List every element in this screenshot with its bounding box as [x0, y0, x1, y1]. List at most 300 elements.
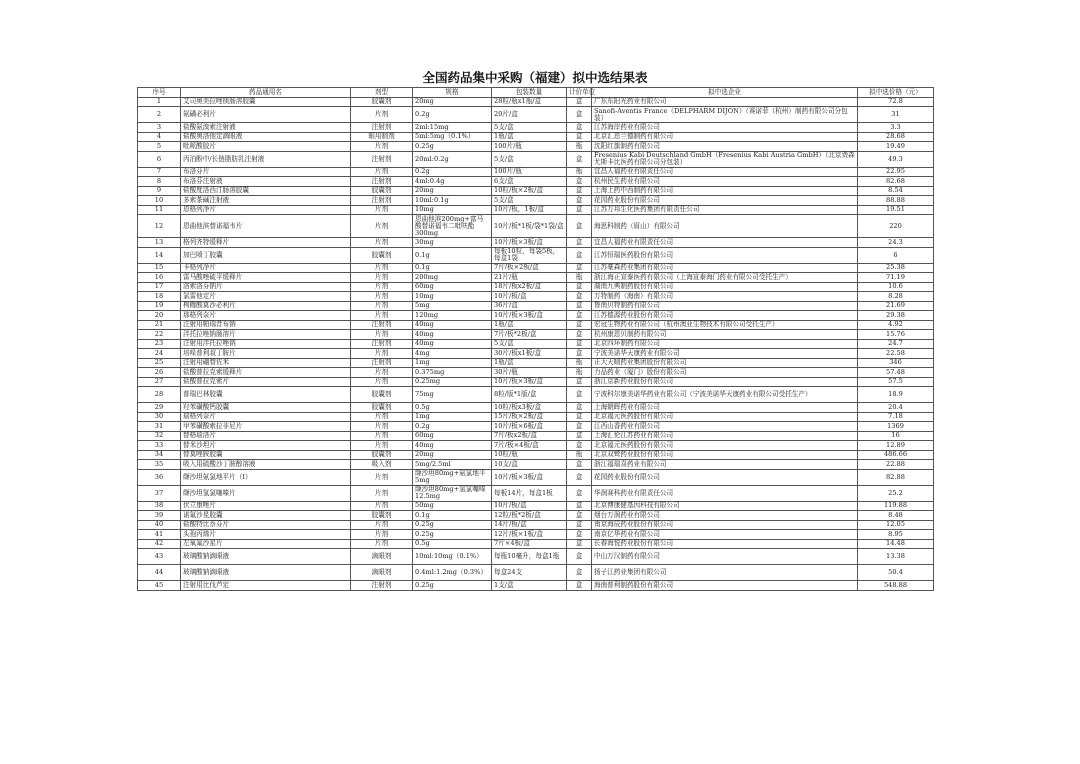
cell-drug-name: 甲苯磺酸索拉非尼片	[181, 422, 351, 432]
cell-dosage-form: 片剂	[351, 539, 413, 549]
table-row	[138, 412, 934, 422]
cell-package: 10片/板*1板/袋*1袋/盒	[492, 215, 567, 238]
cell-index: 30	[138, 412, 181, 422]
cell-price: 22.95	[858, 167, 934, 177]
cell-unit: 盒	[567, 403, 592, 413]
cell-index: 16	[138, 273, 181, 283]
cell-unit: 盒	[567, 97, 592, 107]
cell-dosage-form: 片剂	[351, 330, 413, 340]
table-row	[138, 196, 934, 206]
cell-unit: 盒	[567, 186, 592, 196]
cell-unit: 盒	[567, 501, 592, 511]
cell-index: 10	[138, 196, 181, 206]
cell-index: 8	[138, 177, 181, 187]
cell-index: 39	[138, 511, 181, 521]
cell-dosage-form: 片剂	[351, 311, 413, 321]
cell-package: 每瓶10毫升，每盒1瓶	[492, 549, 567, 565]
cell-dosage-form: 片剂	[351, 263, 413, 273]
cell-dosage-form: 片剂	[351, 215, 413, 238]
cell-drug-name: 瑞格列奈片	[181, 412, 351, 422]
cell-spec: 4ml:0.4g	[413, 177, 492, 187]
cell-spec: 0.4ml:1.2mg（0.3%）	[413, 565, 492, 581]
cell-package: 1瓶/盒	[492, 358, 567, 368]
cell-index: 35	[138, 460, 181, 470]
cell-package: 10粒/板×2板/盒	[492, 186, 567, 196]
cell-unit: 盒	[567, 387, 592, 403]
cell-price: 29.38	[858, 311, 934, 321]
cell-price: 4.92	[858, 320, 934, 330]
cell-spec: 75mg	[413, 387, 492, 403]
cell-spec: 2ml:15mg	[413, 123, 492, 133]
cell-drug-name: 伏立康唑片	[181, 501, 351, 511]
table-row	[138, 301, 934, 311]
cell-unit: 盒	[567, 530, 592, 540]
cell-unit: 盒	[567, 215, 592, 238]
cell-package: 10片/板×3板/盒	[492, 377, 567, 387]
cell-package: 5支/盒	[492, 123, 567, 133]
cell-drug-name: 布洛芬片	[181, 167, 351, 177]
cell-dosage-form: 片剂	[351, 368, 413, 378]
cell-dosage-form: 片剂	[351, 530, 413, 540]
cell-unit: 盒	[567, 123, 592, 133]
cell-spec: 10ml:10mg（0.1%）	[413, 549, 492, 565]
cell-price: 220	[858, 215, 934, 238]
cell-price: 548.88	[858, 581, 934, 591]
cell-unit: 盒	[567, 330, 592, 340]
cell-price: 8.48	[858, 511, 934, 521]
cell-index: 41	[138, 530, 181, 540]
cell-company: 北京福元医药股份有限公司	[592, 412, 858, 422]
cell-spec: 120mg	[413, 311, 492, 321]
cell-drug-name: 吸入用硫酸沙丁胺醇溶液	[181, 460, 351, 470]
cell-price: 50.4	[858, 565, 934, 581]
cell-unit: 盒	[567, 177, 592, 187]
cell-dosage-form: 片剂	[351, 441, 413, 451]
cell-price: 22.58	[858, 349, 934, 359]
cell-drug-name: 头孢丙烯片	[181, 530, 351, 540]
cell-unit: 盒	[567, 460, 592, 470]
cell-package: 5支/盒	[492, 151, 567, 167]
cell-index: 1	[138, 97, 181, 107]
cell-dosage-form: 片剂	[351, 301, 413, 311]
cell-drug-name: 布洛芬注射液	[181, 177, 351, 187]
cell-price: 12.05	[858, 520, 934, 530]
cell-company: 南京亿华药业有限公司	[592, 530, 858, 540]
cell-company: 花园药业股份有限公司	[592, 196, 858, 206]
cell-package: 10片/板，1板/盒	[492, 205, 567, 215]
cell-price: 57.48	[858, 368, 934, 378]
cell-spec: 0.25g	[413, 530, 492, 540]
cell-price: 346	[858, 358, 934, 368]
cell-dosage-form: 滴眼剂	[351, 565, 413, 581]
cell-price: 25.38	[858, 263, 934, 273]
col-header-company: 拟中选企业	[592, 88, 858, 98]
cell-index: 31	[138, 422, 181, 432]
col-header-spec: 规格	[413, 88, 492, 98]
cell-dosage-form: 片剂	[351, 422, 413, 432]
cell-company: 江苏豪森药业集团有限公司	[592, 263, 858, 273]
cell-spec: 0.1g	[413, 263, 492, 273]
cell-index: 34	[138, 450, 181, 460]
cell-unit: 盒	[567, 107, 592, 123]
page-title: 全国药品集中采购（福建）拟中选结果表	[422, 70, 648, 85]
cell-drug-name: 氯雷他定片	[181, 292, 351, 302]
cell-unit: 盒	[567, 377, 592, 387]
cell-unit: 盒	[567, 349, 592, 359]
cell-drug-name: 艾司奥美拉唑镁肠溶胶囊	[181, 97, 351, 107]
cell-index: 29	[138, 403, 181, 413]
cell-price: 21.69	[858, 301, 934, 311]
col-header-unit: 计价单位	[567, 88, 592, 98]
cell-unit: 盒	[567, 520, 592, 530]
cell-spec: 0.1g	[413, 511, 492, 521]
cell-company: Fresenius Kabi Deutschland GmbH（Fresenius Kabi Austria GmbH）（北京费森尤斯卡比医药有限公司分包装）	[592, 151, 858, 167]
cell-drug-name: 恩曲他滨替诺福韦片	[181, 215, 351, 238]
cell-company: 花园药业股份有限公司	[592, 469, 858, 485]
cell-price: 28.68	[858, 132, 934, 142]
cell-company: 华润赛科药业有限责任公司	[592, 485, 858, 501]
cell-index: 24	[138, 349, 181, 359]
cell-spec: 缬沙坦80mg+氢氯噻嗪12.5mg	[413, 485, 492, 501]
cell-package: 每板14片，每盒1板	[492, 485, 567, 501]
cell-spec: 40mg	[413, 330, 492, 340]
cell-spec: 0.2g	[413, 167, 492, 177]
cell-dosage-form: 片剂	[351, 142, 413, 152]
cell-dosage-form: 片剂	[351, 377, 413, 387]
cell-spec: 40mg	[413, 339, 492, 349]
cell-index: 40	[138, 520, 181, 530]
cell-package: 18片/板x2板/盒	[492, 282, 567, 292]
cell-index: 21	[138, 320, 181, 330]
cell-spec: 20mg	[413, 186, 492, 196]
cell-package: 7片/板*2板/盒	[492, 330, 567, 340]
cell-index: 15	[138, 263, 181, 273]
cell-drug-name: 诺氟沙星胶囊	[181, 511, 351, 521]
cell-dosage-form: 胶囊剂	[351, 450, 413, 460]
cell-index: 12	[138, 215, 181, 238]
cell-unit: 盒	[567, 581, 592, 591]
cell-company: 宜昌人福药业有限责任公司	[592, 167, 858, 177]
cell-company: 宏冠生物药业有限公司（杭州澳亚生物技术有限公司受托生产）	[592, 320, 858, 330]
cell-company: 江苏恒瑞医药股份有限公司	[592, 247, 858, 263]
cell-unit: 盒	[567, 132, 592, 142]
cell-unit: 瓶	[567, 450, 592, 460]
cell-dosage-form: 注射剂	[351, 320, 413, 330]
cell-package: 5支/盒	[492, 339, 567, 349]
cell-package: 28粒/瓶x1瓶/盒	[492, 97, 567, 107]
cell-package: 1支/盒	[492, 581, 567, 591]
cell-spec: 5mg	[413, 301, 492, 311]
cell-company: 江苏万邦生化医药集团有限责任公司	[592, 205, 858, 215]
cell-package: 7片/板x2板/盒	[492, 431, 567, 441]
cell-unit: 盒	[567, 565, 592, 581]
table-row	[138, 358, 934, 368]
cell-price: 24.3	[858, 238, 934, 248]
cell-package: 12粒/板*2板/盒	[492, 511, 567, 521]
cell-unit: 盒	[567, 485, 592, 501]
cell-company: 长春海悦药业股份有限公司	[592, 539, 858, 549]
cell-drug-name: 泮托拉唑钠肠溶片	[181, 330, 351, 340]
cell-unit: 盒	[567, 151, 592, 167]
cell-company: 沈阳红旗制药有限公司	[592, 142, 858, 152]
cell-dosage-form: 片剂	[351, 107, 413, 123]
cell-spec: 60mg	[413, 431, 492, 441]
cell-drug-name: 枸橼酸莫沙必利片	[181, 301, 351, 311]
col-header-package: 包装数量	[492, 88, 567, 98]
cell-index: 27	[138, 377, 181, 387]
cell-index: 38	[138, 501, 181, 511]
cell-company: 海南普利制药股份有限公司	[592, 581, 858, 591]
cell-spec: 20mg	[413, 97, 492, 107]
cell-company: 宜昌人福药业有限责任公司	[592, 238, 858, 248]
cell-drug-name: 盐酸普拉克索缓释片	[181, 368, 351, 378]
cell-package: 7片/板×4板/盒	[492, 441, 567, 451]
table-body	[138, 97, 934, 590]
cell-spec: 200mg	[413, 273, 492, 283]
cell-spec: 10mg	[413, 205, 492, 215]
table-row	[138, 501, 934, 511]
cell-unit: 瓶	[567, 273, 592, 283]
cell-unit: 盒	[567, 539, 592, 549]
cell-package: 30片/瓶	[492, 368, 567, 378]
table-row	[138, 292, 934, 302]
cell-index: 36	[138, 469, 181, 485]
table-row	[138, 565, 934, 581]
col-header-price: 拟中选价格（元）	[858, 88, 934, 98]
cell-package: 10片/板×3板/盒	[492, 311, 567, 321]
cell-price: 82.68	[858, 177, 934, 187]
cell-company: 浙江海正宣泰医药有限公司（上海宣泰海门药业有限公司受托生产）	[592, 273, 858, 283]
cell-spec: 0.25g	[413, 581, 492, 591]
cell-package: 1瓶/盒	[492, 320, 567, 330]
cell-spec: 10ml:0.1g	[413, 196, 492, 206]
cell-unit: 盒	[567, 339, 592, 349]
cell-unit: 盒	[567, 422, 592, 432]
table-row	[138, 511, 934, 521]
cell-price: 8.95	[858, 530, 934, 540]
cell-spec: 0.25g	[413, 142, 492, 152]
cell-company: 烟台万润药业有限公司	[592, 511, 858, 521]
cell-drug-name: 卡格列净片	[181, 263, 351, 273]
cell-dosage-form: 注射剂	[351, 177, 413, 187]
cell-index: 17	[138, 282, 181, 292]
cell-package: 10支/盒	[492, 460, 567, 470]
cell-unit: 盒	[567, 469, 592, 485]
table-row	[138, 539, 934, 549]
table-row	[138, 581, 934, 591]
cell-unit: 瓶	[567, 358, 592, 368]
table-row	[138, 167, 934, 177]
cell-company: 杭州民生药业有限公司	[592, 177, 858, 187]
cell-package: 100片/瓶	[492, 142, 567, 152]
table-row	[138, 215, 934, 238]
table-row	[138, 403, 934, 413]
cell-spec: 0.25mg	[413, 377, 492, 387]
cell-unit: 盒	[567, 301, 592, 311]
cell-drug-name: 盐酸特比萘芬片	[181, 520, 351, 530]
cell-spec: 0.375mg	[413, 368, 492, 378]
cell-company: 中山万汉制药有限公司	[592, 549, 858, 565]
cell-drug-name: 玻璃酸钠滴眼液	[181, 549, 351, 565]
cell-company: 湖南九典制药股份有限公司	[592, 282, 858, 292]
cell-drug-name: 氨磺必利片	[181, 107, 351, 123]
cell-drug-name: 注射用帕瑞昔布钠	[181, 320, 351, 330]
cell-index: 6	[138, 151, 181, 167]
cell-dosage-form: 片剂	[351, 282, 413, 292]
cell-spec: 0.1g	[413, 247, 492, 263]
cell-company: 南京海辰药业股份有限公司	[592, 520, 858, 530]
cell-package: 5支/盒	[492, 196, 567, 206]
cell-drug-name: 吡哌酸胶片	[181, 142, 351, 152]
cell-spec: 5mg/2.5ml	[413, 460, 492, 470]
cell-index: 25	[138, 358, 181, 368]
cell-price: 13.38	[858, 549, 934, 565]
cell-company: Sanofi-Aventis France（DELPHARM DIJON）（赛诺菲（杭州）制药有限公司分包装）	[592, 107, 858, 123]
cell-price: 20.4	[858, 403, 934, 413]
cell-index: 4	[138, 132, 181, 142]
cell-package: 10粒/板x3板/盒	[492, 403, 567, 413]
cell-price: 19.49	[858, 142, 934, 152]
cell-dosage-form: 片剂	[351, 292, 413, 302]
cell-spec: 10mg	[413, 292, 492, 302]
cell-company: 力品药业（厦门）股份有限公司	[592, 368, 858, 378]
table-row	[138, 330, 934, 340]
cell-index: 28	[138, 387, 181, 403]
table-row	[138, 177, 934, 187]
header-row	[138, 88, 934, 98]
cell-unit: 瓶	[567, 368, 592, 378]
cell-dosage-form: 注射剂	[351, 339, 413, 349]
cell-company: 海思科制药（眉山）有限公司	[592, 215, 858, 238]
cell-package: 12片/板×1板/盒	[492, 530, 567, 540]
cell-price: 3.3	[858, 123, 934, 133]
cell-price: 31	[858, 107, 934, 123]
cell-drug-name: 左氧氟沙星片	[181, 539, 351, 549]
cell-index: 26	[138, 368, 181, 378]
cell-company: 广东东阳光药业有限公司	[592, 97, 858, 107]
table-row	[138, 469, 934, 485]
cell-unit: 瓶	[567, 142, 592, 152]
cell-spec: 40mg	[413, 320, 492, 330]
cell-index: 13	[138, 238, 181, 248]
cell-package: 7片×4板/盒	[492, 539, 567, 549]
cell-index: 45	[138, 581, 181, 591]
table-row	[138, 282, 934, 292]
cell-index: 3	[138, 123, 181, 133]
cell-drug-name: 普瑞巴林胶囊	[181, 387, 351, 403]
table-row	[138, 549, 934, 565]
cell-price: 12.89	[858, 441, 934, 451]
cell-dosage-form: 片剂	[351, 273, 413, 283]
cell-package: 1瓶/盒	[492, 132, 567, 142]
table-row	[138, 349, 934, 359]
cell-package: 100片/瓶	[492, 167, 567, 177]
cell-drug-name: 恩格列净片	[181, 205, 351, 215]
cell-dosage-form: 片剂	[351, 431, 413, 441]
cell-company: 宁波美诺华天康药业有限公司	[592, 349, 858, 359]
cell-company: 江苏德源药业股份有限公司	[592, 311, 858, 321]
cell-package: 10片/板×3板/盒	[492, 469, 567, 485]
cell-package: 10粒/瓶	[492, 450, 567, 460]
cell-package: 8粒/版*1版/盒	[492, 387, 567, 403]
table-row	[138, 422, 934, 432]
cell-price: 24.7	[858, 339, 934, 349]
cell-drug-name: 缬沙坦氢氯噻嗪片	[181, 485, 351, 501]
cell-drug-name: 格列齐特缓释片	[181, 238, 351, 248]
cell-unit: 盒	[567, 282, 592, 292]
col-header-dosage-form: 剂型	[351, 88, 413, 98]
cell-drug-name: 注射用硼替佐米	[181, 358, 351, 368]
cell-dosage-form: 注射剂	[351, 581, 413, 591]
cell-price: 15.76	[858, 330, 934, 340]
cell-company: 浙江京新药业股份有限公司	[592, 377, 858, 387]
cell-spec: 0.5g	[413, 539, 492, 549]
cell-package: 10片/板×6板/盒	[492, 422, 567, 432]
cell-company: 扬子江药业集团有限公司	[592, 565, 858, 581]
table-row	[138, 107, 934, 123]
cell-drug-name: 注射用泮托拉唑钠	[181, 339, 351, 349]
cell-dosage-form: 胶囊剂	[351, 387, 413, 403]
cell-spec: 60mg	[413, 282, 492, 292]
cell-unit: 盒	[567, 412, 592, 422]
cell-package: 20片/盒	[492, 107, 567, 123]
cell-dosage-form: 片剂	[351, 349, 413, 359]
cell-drug-name: 替格瑞洛片	[181, 431, 351, 441]
cell-index: 23	[138, 339, 181, 349]
cell-spec: 30mg	[413, 238, 492, 248]
cell-company: 上海上药中西制药有限公司	[592, 186, 858, 196]
cell-drug-name: 洛索洛芬钠片	[181, 282, 351, 292]
cell-index: 44	[138, 565, 181, 581]
cell-price: 8.54	[858, 186, 934, 196]
cell-drug-name: 缬沙坦氨氯地平片（Ⅰ）	[181, 469, 351, 485]
cell-price: 71.19	[858, 273, 934, 283]
cell-drug-name: 加巴喷丁胶囊	[181, 247, 351, 263]
table-row	[138, 460, 934, 470]
cell-price: 119.88	[858, 501, 934, 511]
cell-company: 北京汇恩兰德制药有限公司	[592, 132, 858, 142]
cell-spec: 0.2g	[413, 107, 492, 123]
cell-company: 上海汇伦江苏药业有限公司	[592, 431, 858, 441]
table-row	[138, 530, 934, 540]
cell-drug-name: 盐酸奥洛他定滴眼液	[181, 132, 351, 142]
table-row	[138, 151, 934, 167]
table-row	[138, 311, 934, 321]
cell-price: 18.9	[858, 387, 934, 403]
cell-drug-name: 多索茶碱注射液	[181, 196, 351, 206]
cell-package: 6支/盒	[492, 177, 567, 187]
cell-index: 33	[138, 441, 181, 451]
cell-price: 82.88	[858, 469, 934, 485]
cell-drug-name: 替米沙坦片	[181, 441, 351, 451]
cell-index: 32	[138, 431, 181, 441]
table-row	[138, 273, 934, 283]
cell-package: 15片/板×2板/盒	[492, 412, 567, 422]
cell-unit: 盒	[567, 292, 592, 302]
cell-price: 7.18	[858, 412, 934, 422]
table-row	[138, 485, 934, 501]
cell-dosage-form: 注射剂	[351, 196, 413, 206]
cell-index: 18	[138, 292, 181, 302]
cell-spec: 1mg	[413, 358, 492, 368]
cell-package: 每盒24支	[492, 565, 567, 581]
cell-company: 宁波科尔康美诺华药业有限公司（宁波美诺华天康药业有限公司受托生产）	[592, 387, 858, 403]
cell-price: 19.51	[858, 205, 934, 215]
cell-package: 10片/板/盒	[492, 501, 567, 511]
cell-company: 鲁南贝特制药有限公司	[592, 301, 858, 311]
cell-spec: 0.25g	[413, 520, 492, 530]
cell-company: 江西山香药业有限公司	[592, 422, 858, 432]
